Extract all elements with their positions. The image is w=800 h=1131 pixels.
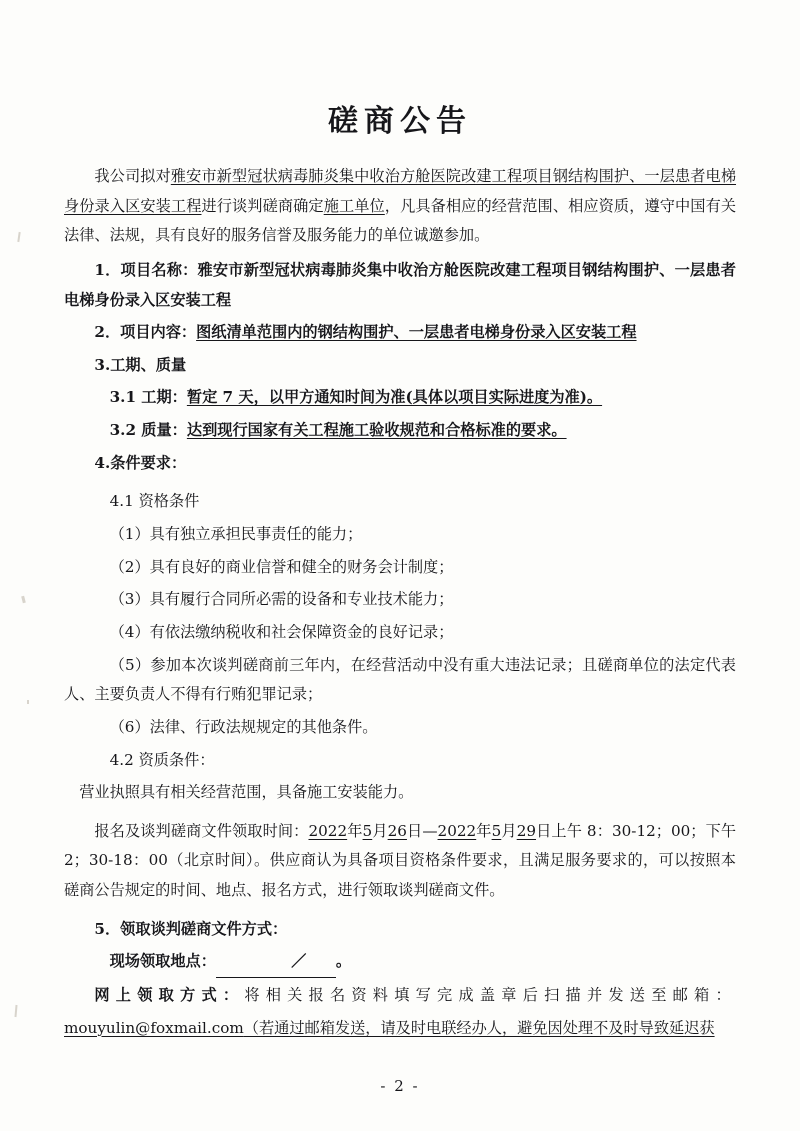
signup-month-1-unit: 月: [372, 821, 388, 840]
item-4-2-value: 营业执照具有相关经营范围，具备施工安装能力。: [79, 783, 414, 802]
item-3-1-duration: [64, 383, 736, 413]
condition-4-text: （4）有依法缴纳税收和社会保障资金的良好记录；: [109, 622, 454, 641]
signup-year-2-unit: 年: [476, 821, 492, 840]
online-pickup-line: [64, 981, 736, 1011]
condition-6-text: （6）法律、行政法规规定的其他条件。: [109, 717, 378, 736]
item-4-label: 4.条件要求：: [94, 453, 187, 472]
online-pickup-email-line: [64, 1014, 736, 1044]
onsite-pickup-line: [64, 947, 736, 978]
item-5-label: 5．领取谈判磋商文件方式：: [94, 919, 288, 938]
item-3-label: 3.工期、质量: [94, 355, 187, 374]
intro-text-a: 我公司拟对: [94, 167, 171, 185]
onsite-pickup-label: 现场领取地点：: [109, 952, 216, 971]
item-1-value: 雅安市新型冠状病毒肺炎集中收治方舱医院改建工程项目钢结构围护、一层患者电梯身份录入区安装工程: [64, 260, 736, 309]
item-3-1-label: 3.1 工期：: [109, 388, 187, 407]
item-1-label: 1．项目名称：: [94, 260, 198, 279]
item-4-2-heading: [64, 746, 736, 776]
intro-text-c: 进行谈判磋商确定: [201, 196, 324, 215]
intro-text-e: ，凡具备相应的经营范围、相应资质，遵守中国有关法律、法规，具有良好的服务信誉及服务能力的单位诚邀参加。: [64, 196, 737, 245]
signup-day-1-unit: 日—: [406, 821, 438, 840]
item-3-1-value: 暂定 7 天，以甲方通知时间为准(具体以项目实际进度为准)。: [186, 388, 603, 407]
signup-time-paragraph: [64, 817, 736, 906]
item-4-1-label: 4.1 资格条件: [109, 492, 200, 511]
condition-2-text: （2）具有良好的商业信誉和健全的财务会计制度；: [109, 557, 454, 576]
online-pickup-note: （若通过邮箱发送，请及时电联经办人，避免因处理不及时导致延迟获: [243, 1018, 715, 1037]
condition-5-text: （5）参加本次谈判磋商前三年内，在经营活动中没有重大违法记录；且磋商单位的法定代表人、主要负责人不得有行贿犯罪记录；: [64, 655, 736, 704]
condition-3-text: （3）具有履行合同所必需的设备和专业技术能力；: [109, 590, 454, 609]
scan-speckle: [17, 232, 20, 242]
intro-paragraph: [64, 162, 736, 251]
signup-label: 报名及谈判磋商文件领取时间：: [94, 821, 309, 840]
signup-month-2: 5: [491, 821, 502, 840]
condition-item-3: [64, 585, 736, 615]
signup-day-1: 26: [387, 821, 407, 840]
scan-speckle: [21, 596, 26, 604]
condition-item-5: [64, 651, 736, 710]
item-4-heading: [64, 449, 736, 479]
item-1-project-name: [64, 256, 736, 315]
item-4-1-heading: [64, 487, 736, 517]
signup-tail-text: 下午 2；30-18：00（北京时间）。供应商认为具备项目资格条件要求，且满足服务要求的，可以按照本磋商公告规定的时间、地点、报名方式，进行领取谈判磋商文件。: [64, 821, 737, 900]
signup-year-2: 2022: [437, 821, 477, 840]
item-2-value: 图纸清单范围内的钢结构围护、一层患者电梯身份录入区安装工程: [196, 323, 637, 342]
page-number: - 2 -: [380, 1077, 420, 1095]
online-pickup-email[interactable]: mouyulin@foxmail.com: [64, 1018, 244, 1037]
condition-1-text: （1）具有独立承担民事责任的能力；: [109, 525, 363, 544]
page-title-text: 磋商公告: [328, 104, 472, 139]
item-3-2-value: 达到现行国家有关工程施工验收规范和合格标准的要求。: [186, 421, 567, 440]
signup-month-1: 5: [362, 821, 373, 840]
scan-speckle: [14, 1005, 17, 1017]
signup-year-1-unit: 年: [347, 821, 363, 840]
intro-contractor: 施工单位: [323, 196, 385, 215]
item-3-heading: [64, 351, 736, 381]
condition-item-6: [64, 713, 736, 743]
condition-item-1: [64, 520, 736, 550]
item-4-2-value-line: [64, 778, 736, 808]
signup-day-2: 29: [516, 821, 537, 840]
scan-speckle: [27, 700, 29, 704]
signup-month-2-unit: 月: [501, 821, 517, 840]
item-2-project-content: [64, 318, 736, 348]
signup-day-2-unit: 日上午 8：30-12；00；: [536, 821, 706, 840]
item-3-2-label: 3.2 质量：: [109, 421, 187, 440]
item-3-2-quality: [64, 416, 736, 446]
onsite-pickup-blank[interactable]: ／: [216, 947, 336, 978]
onsite-pickup-tail: 。: [335, 952, 352, 971]
page-title: [64, 0, 736, 162]
item-2-label: 2．项目内容：: [94, 323, 197, 342]
item-4-2-label: 4.2 资质条件：: [109, 750, 215, 769]
online-pickup-label: 网上领取方式：: [94, 986, 245, 1005]
item-5-heading: [64, 915, 736, 945]
intro-project-name: 雅安市新型冠状病毒肺炎集中收治方舱医院改建工程项目钢结构围护、一层患者电梯身份录入区安装工程: [64, 167, 737, 215]
condition-item-4: [64, 618, 736, 648]
condition-item-2: [64, 553, 736, 583]
signup-year-1: 2022: [308, 821, 348, 840]
online-pickup-text: 将相关报名资料填写完成盖章后扫描并发送至邮箱：: [244, 986, 736, 1005]
